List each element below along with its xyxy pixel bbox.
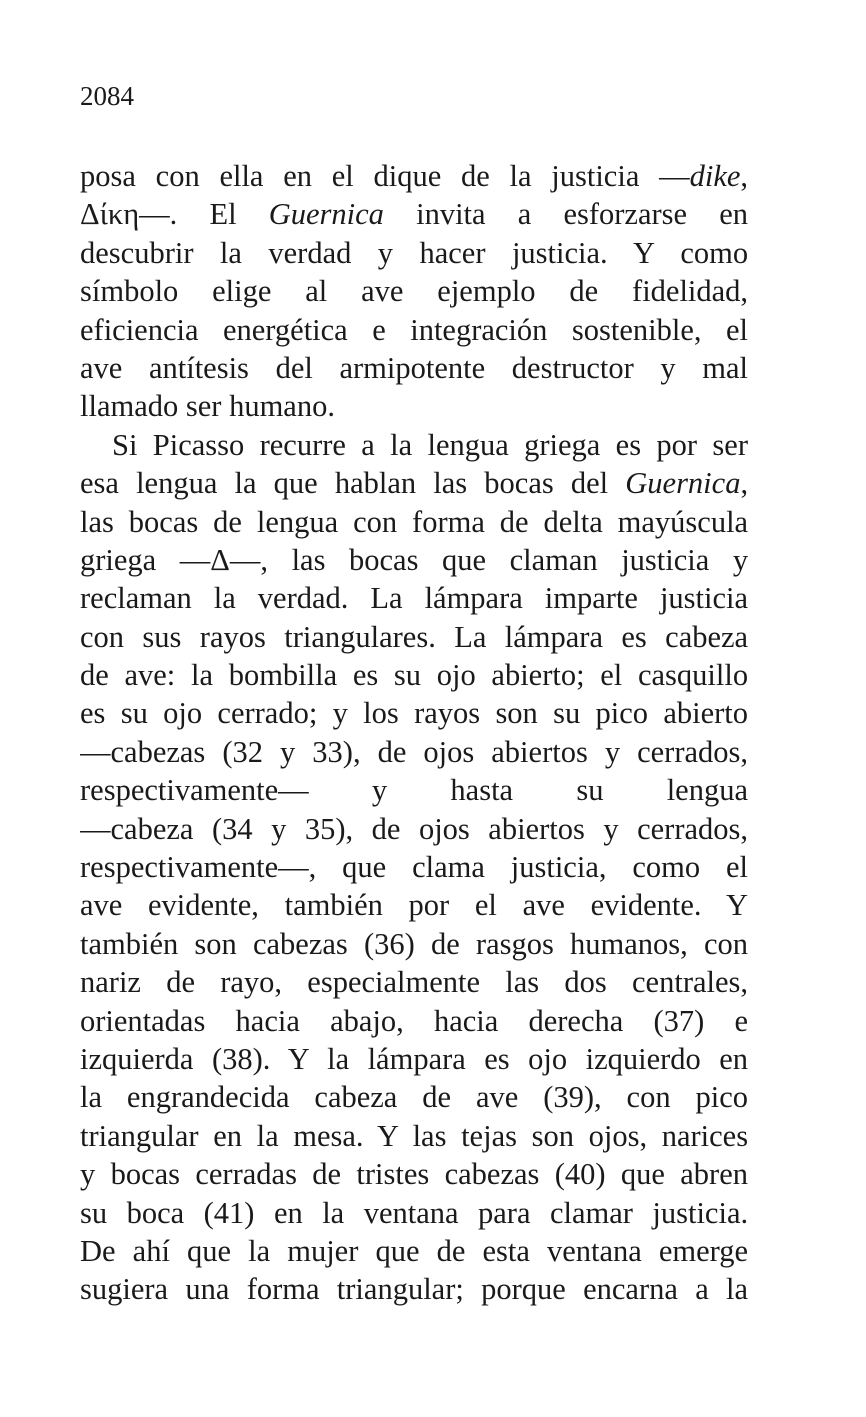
word: justicia bbox=[621, 542, 710, 577]
word: como bbox=[680, 235, 748, 270]
word: triangular bbox=[80, 1118, 199, 1153]
word: ventana bbox=[363, 1195, 459, 1230]
word: rayo, bbox=[220, 965, 283, 1000]
word: integración bbox=[410, 312, 548, 347]
word: también bbox=[80, 926, 179, 961]
word: justicia, bbox=[510, 850, 607, 885]
word: con bbox=[155, 159, 200, 193]
word: la bbox=[248, 1233, 271, 1268]
word: rayos bbox=[199, 619, 266, 654]
word: mal bbox=[702, 350, 748, 385]
word: especialmente bbox=[307, 965, 481, 1000]
word: con bbox=[703, 926, 748, 961]
text-line bbox=[80, 1155, 748, 1193]
word: ojos, bbox=[588, 1118, 648, 1153]
word: elige bbox=[212, 274, 272, 309]
word: clamar bbox=[549, 1195, 633, 1230]
text-line bbox=[80, 810, 748, 848]
word: ejemplo bbox=[437, 274, 536, 309]
word: bocas bbox=[128, 504, 199, 539]
word: (38). bbox=[211, 1041, 271, 1076]
word: esta bbox=[482, 1233, 530, 1268]
word: del bbox=[275, 350, 313, 385]
word: mujer bbox=[287, 1233, 359, 1268]
word: ojos bbox=[423, 734, 475, 769]
word: Y bbox=[377, 1118, 398, 1153]
word: Si bbox=[112, 427, 138, 462]
word: sus bbox=[142, 619, 182, 654]
word: (41) bbox=[203, 1195, 255, 1230]
word: de bbox=[377, 734, 407, 769]
word: engrandecida bbox=[126, 1080, 290, 1115]
word: —cabeza bbox=[80, 811, 194, 846]
word: y bbox=[604, 734, 621, 769]
word: abajo, bbox=[330, 1003, 404, 1038]
word: triangulares. bbox=[284, 619, 436, 654]
word: abiertos bbox=[491, 734, 588, 769]
word: eficiencia bbox=[80, 312, 199, 347]
word: que bbox=[342, 850, 387, 885]
word: y bbox=[371, 773, 388, 808]
word: de bbox=[371, 811, 401, 846]
word: con bbox=[80, 619, 125, 654]
text-line bbox=[80, 1040, 748, 1078]
word: ave bbox=[475, 1080, 519, 1115]
word: humanos, bbox=[570, 926, 688, 961]
word: la bbox=[213, 581, 236, 616]
word: ella bbox=[219, 159, 264, 193]
word: verdad bbox=[268, 235, 352, 270]
word: pico bbox=[695, 1080, 748, 1115]
word: es bbox=[484, 1041, 510, 1076]
word: cerradas bbox=[195, 1157, 297, 1192]
word: que bbox=[187, 1233, 232, 1268]
word: reclaman bbox=[80, 581, 192, 616]
word: cabeza bbox=[314, 1080, 398, 1115]
word: ojo bbox=[436, 658, 476, 693]
word: hacia bbox=[433, 1003, 499, 1038]
word: son bbox=[531, 1118, 574, 1153]
italic-word: Guernica bbox=[625, 466, 741, 501]
word: e bbox=[372, 312, 386, 347]
word: claman bbox=[509, 542, 598, 577]
word: lengua bbox=[666, 773, 748, 808]
word: a bbox=[695, 1272, 709, 1307]
word: Picasso bbox=[152, 427, 245, 462]
word: antítesis bbox=[148, 350, 249, 385]
word: y bbox=[80, 1157, 96, 1192]
word: su bbox=[576, 773, 604, 808]
page-number: 2084 bbox=[80, 81, 134, 111]
word: la bbox=[190, 658, 213, 693]
word: de bbox=[312, 1157, 342, 1192]
word: también bbox=[284, 888, 383, 923]
word: el bbox=[725, 312, 748, 347]
italic-word: Guernica bbox=[268, 197, 384, 232]
word: izquierdo bbox=[585, 1041, 701, 1076]
word: de bbox=[436, 1233, 466, 1268]
word: lengua bbox=[136, 466, 218, 501]
word: que bbox=[620, 1157, 665, 1192]
word: en bbox=[273, 1195, 303, 1230]
word: forma bbox=[246, 1272, 320, 1307]
word: lámpara bbox=[504, 619, 603, 654]
word: ahí bbox=[132, 1233, 170, 1268]
word: posa bbox=[80, 159, 136, 193]
word: las bbox=[80, 504, 114, 539]
word: el bbox=[600, 658, 623, 693]
word: cabezas bbox=[444, 1157, 540, 1192]
word: tejas bbox=[461, 1118, 517, 1153]
text-line bbox=[80, 925, 748, 963]
body-text bbox=[80, 157, 748, 1309]
word: tristes bbox=[356, 1157, 430, 1192]
word: el bbox=[726, 850, 748, 885]
word: para bbox=[478, 1195, 531, 1230]
word: rayos bbox=[414, 696, 481, 731]
word: como bbox=[632, 850, 701, 885]
text-line bbox=[80, 1002, 748, 1040]
word: hacer bbox=[419, 235, 486, 270]
text-line bbox=[80, 503, 748, 541]
word: su bbox=[120, 696, 148, 731]
word: a bbox=[517, 197, 532, 232]
word: bocas bbox=[110, 1157, 181, 1192]
word: esa bbox=[80, 466, 119, 501]
word: forma bbox=[412, 504, 485, 539]
word: abierto; bbox=[491, 658, 585, 693]
word: la bbox=[219, 235, 242, 270]
word: 35), bbox=[304, 811, 354, 846]
word: la bbox=[509, 159, 532, 193]
text-line bbox=[80, 234, 748, 272]
word: armipotente bbox=[339, 350, 486, 385]
word: ave bbox=[361, 274, 404, 309]
word: evidente, bbox=[148, 888, 259, 923]
word: de bbox=[166, 965, 195, 1000]
word: cerrado; bbox=[217, 696, 318, 731]
text-line bbox=[80, 733, 748, 771]
word: lámpara bbox=[424, 581, 523, 616]
word: abiertos bbox=[488, 811, 585, 846]
word: bocas bbox=[484, 466, 554, 501]
text-line bbox=[80, 1232, 748, 1270]
text-line bbox=[80, 1117, 748, 1155]
word: derecha bbox=[528, 1003, 624, 1038]
word: el bbox=[331, 159, 354, 193]
word: orientadas bbox=[80, 1003, 206, 1038]
word: la bbox=[80, 1080, 103, 1115]
word: sostenible, bbox=[571, 312, 702, 347]
word: hacia bbox=[235, 1003, 300, 1038]
word: porque bbox=[481, 1272, 566, 1307]
word: El bbox=[209, 197, 237, 232]
word: respectivamente— bbox=[80, 773, 309, 808]
word: dique bbox=[373, 159, 442, 193]
word: y bbox=[603, 811, 619, 846]
word: con bbox=[626, 1080, 671, 1115]
word: es bbox=[621, 619, 647, 654]
word: justicia bbox=[659, 581, 748, 616]
word: justicia. bbox=[652, 1195, 748, 1230]
word: y bbox=[732, 542, 748, 577]
word: rasgos bbox=[475, 926, 554, 961]
word: la bbox=[322, 1195, 345, 1230]
word: —cabezas bbox=[80, 734, 206, 769]
word: descubrir bbox=[80, 235, 194, 270]
word: que bbox=[375, 1233, 420, 1268]
text-line bbox=[80, 886, 748, 924]
word: bombilla bbox=[228, 658, 338, 693]
word: la bbox=[726, 1272, 748, 1307]
word: ser bbox=[712, 427, 748, 462]
word: (40) bbox=[554, 1157, 606, 1192]
word: clama bbox=[412, 850, 485, 885]
text-line bbox=[80, 464, 748, 502]
word: triangular; bbox=[336, 1272, 464, 1307]
word: — bbox=[659, 159, 690, 193]
word: ave bbox=[522, 888, 565, 923]
word: , bbox=[740, 466, 748, 501]
word: fidelidad, bbox=[632, 274, 748, 309]
word: imparte bbox=[544, 581, 638, 616]
word: en bbox=[213, 1118, 242, 1153]
word: verdad. bbox=[257, 581, 349, 616]
word: centrales, bbox=[632, 965, 748, 1000]
word: abren bbox=[680, 1157, 748, 1192]
word: bocas bbox=[349, 542, 419, 577]
text-line bbox=[80, 311, 748, 349]
word: de bbox=[80, 658, 109, 693]
word: de bbox=[213, 504, 242, 539]
word: la bbox=[256, 1118, 279, 1153]
word: 33), bbox=[312, 734, 361, 769]
word: encarna bbox=[583, 1272, 678, 1307]
word: con bbox=[353, 504, 398, 539]
word: al bbox=[305, 274, 328, 309]
word: ojos bbox=[418, 811, 470, 846]
text-line bbox=[80, 387, 748, 425]
word: ojo bbox=[528, 1041, 568, 1076]
word: (37) bbox=[653, 1003, 705, 1038]
word: recurre bbox=[259, 427, 346, 462]
text-line bbox=[80, 963, 748, 1001]
word: La bbox=[454, 619, 487, 654]
word: Y bbox=[287, 1041, 309, 1076]
word: el bbox=[474, 888, 497, 923]
word: de bbox=[460, 159, 490, 193]
word: destructor bbox=[511, 350, 634, 385]
word: boca bbox=[126, 1195, 185, 1230]
word: ser bbox=[185, 389, 222, 424]
word: lámpara bbox=[367, 1041, 466, 1076]
text-line bbox=[80, 848, 748, 886]
text-line bbox=[80, 272, 748, 310]
text-line bbox=[80, 349, 748, 387]
word: las bbox=[291, 542, 326, 577]
word: esforzarse bbox=[563, 197, 688, 232]
word: por bbox=[656, 427, 698, 462]
word: su bbox=[80, 1195, 108, 1230]
word: cerrados, bbox=[637, 811, 748, 846]
word: en bbox=[719, 197, 748, 232]
word: los bbox=[363, 696, 399, 731]
word: invita bbox=[416, 197, 486, 232]
word: la bbox=[234, 466, 257, 501]
word: por bbox=[408, 888, 450, 923]
word: y bbox=[280, 734, 296, 769]
word: y bbox=[377, 235, 394, 270]
word: Y bbox=[632, 235, 654, 270]
word: son bbox=[194, 926, 237, 961]
text-line bbox=[80, 579, 748, 617]
text-line bbox=[80, 426, 748, 464]
word: su bbox=[393, 658, 422, 693]
word: ventana bbox=[546, 1233, 642, 1268]
word: justicia. bbox=[511, 235, 608, 270]
word: dos bbox=[564, 965, 607, 1000]
word: las bbox=[412, 1118, 447, 1153]
word: La bbox=[370, 581, 403, 616]
word: mesa. bbox=[293, 1118, 364, 1153]
word: llamado bbox=[80, 389, 179, 424]
word: en bbox=[719, 1041, 748, 1076]
word: griega bbox=[80, 542, 157, 577]
text-line bbox=[80, 1270, 748, 1308]
word: son bbox=[495, 696, 538, 731]
word: Y bbox=[726, 888, 748, 923]
text-line bbox=[80, 1078, 748, 1116]
word: hablan bbox=[334, 466, 417, 501]
word: energética bbox=[222, 312, 348, 347]
word: de bbox=[422, 1080, 452, 1115]
word: delta bbox=[543, 504, 603, 539]
word: mayúscula bbox=[617, 504, 748, 539]
word: lengua bbox=[427, 427, 509, 462]
word: es bbox=[80, 696, 106, 731]
word: es bbox=[352, 658, 379, 693]
word: , bbox=[740, 159, 748, 193]
word: justicia bbox=[551, 159, 640, 193]
word: respectivamente—, bbox=[80, 850, 317, 885]
word: y bbox=[271, 811, 287, 846]
word: es bbox=[615, 427, 642, 462]
word: su bbox=[553, 696, 581, 731]
word: a bbox=[361, 427, 375, 462]
word: cabezas bbox=[252, 926, 348, 961]
word: la bbox=[327, 1041, 350, 1076]
word: hasta bbox=[450, 773, 514, 808]
word: emerge bbox=[658, 1233, 748, 1268]
word: narices bbox=[661, 1118, 748, 1153]
word: de bbox=[430, 926, 460, 961]
word: las bbox=[433, 466, 468, 501]
text-line bbox=[80, 1194, 748, 1232]
word: De bbox=[80, 1233, 116, 1268]
word: nariz bbox=[80, 965, 141, 1000]
word: una bbox=[185, 1272, 230, 1307]
word: que bbox=[442, 542, 487, 577]
word: izquierda bbox=[80, 1041, 194, 1076]
word: ave: bbox=[124, 658, 176, 693]
word: e bbox=[734, 1003, 748, 1038]
word: evidente. bbox=[590, 888, 702, 923]
text-line bbox=[80, 157, 748, 195]
word: de bbox=[499, 504, 529, 539]
word: casquillo bbox=[637, 658, 748, 693]
word: del bbox=[570, 466, 609, 501]
word: cerrados, bbox=[637, 734, 748, 769]
word: las bbox=[505, 965, 540, 1000]
word: ave bbox=[80, 350, 123, 385]
word: (32 bbox=[222, 734, 263, 769]
word: la bbox=[390, 427, 413, 462]
text-line bbox=[80, 694, 748, 732]
word: lengua bbox=[256, 504, 339, 539]
text-line bbox=[80, 771, 748, 809]
word: —Δ—, bbox=[179, 542, 269, 577]
word: ave bbox=[80, 888, 123, 923]
word: cabeza bbox=[665, 619, 748, 654]
text-line bbox=[80, 195, 748, 233]
word: sugiera bbox=[80, 1272, 169, 1307]
word: (34 bbox=[211, 811, 253, 846]
word: griega bbox=[524, 427, 601, 462]
word: de bbox=[569, 274, 599, 309]
word: (36) bbox=[363, 926, 415, 961]
word: que bbox=[273, 466, 318, 501]
word: Δίκη—. bbox=[80, 197, 178, 232]
word: en bbox=[283, 159, 312, 193]
text-line bbox=[80, 656, 748, 694]
italic-word: dike bbox=[689, 159, 741, 193]
word: y bbox=[332, 696, 348, 731]
word: humano. bbox=[229, 389, 335, 424]
word: ojo bbox=[163, 696, 203, 731]
word: pico bbox=[595, 696, 649, 731]
word: (39), bbox=[543, 1080, 602, 1115]
word: símbolo bbox=[80, 274, 179, 309]
word: y bbox=[660, 350, 676, 385]
word: abierto bbox=[663, 696, 748, 731]
text-line bbox=[80, 618, 748, 656]
text-line bbox=[80, 541, 748, 579]
